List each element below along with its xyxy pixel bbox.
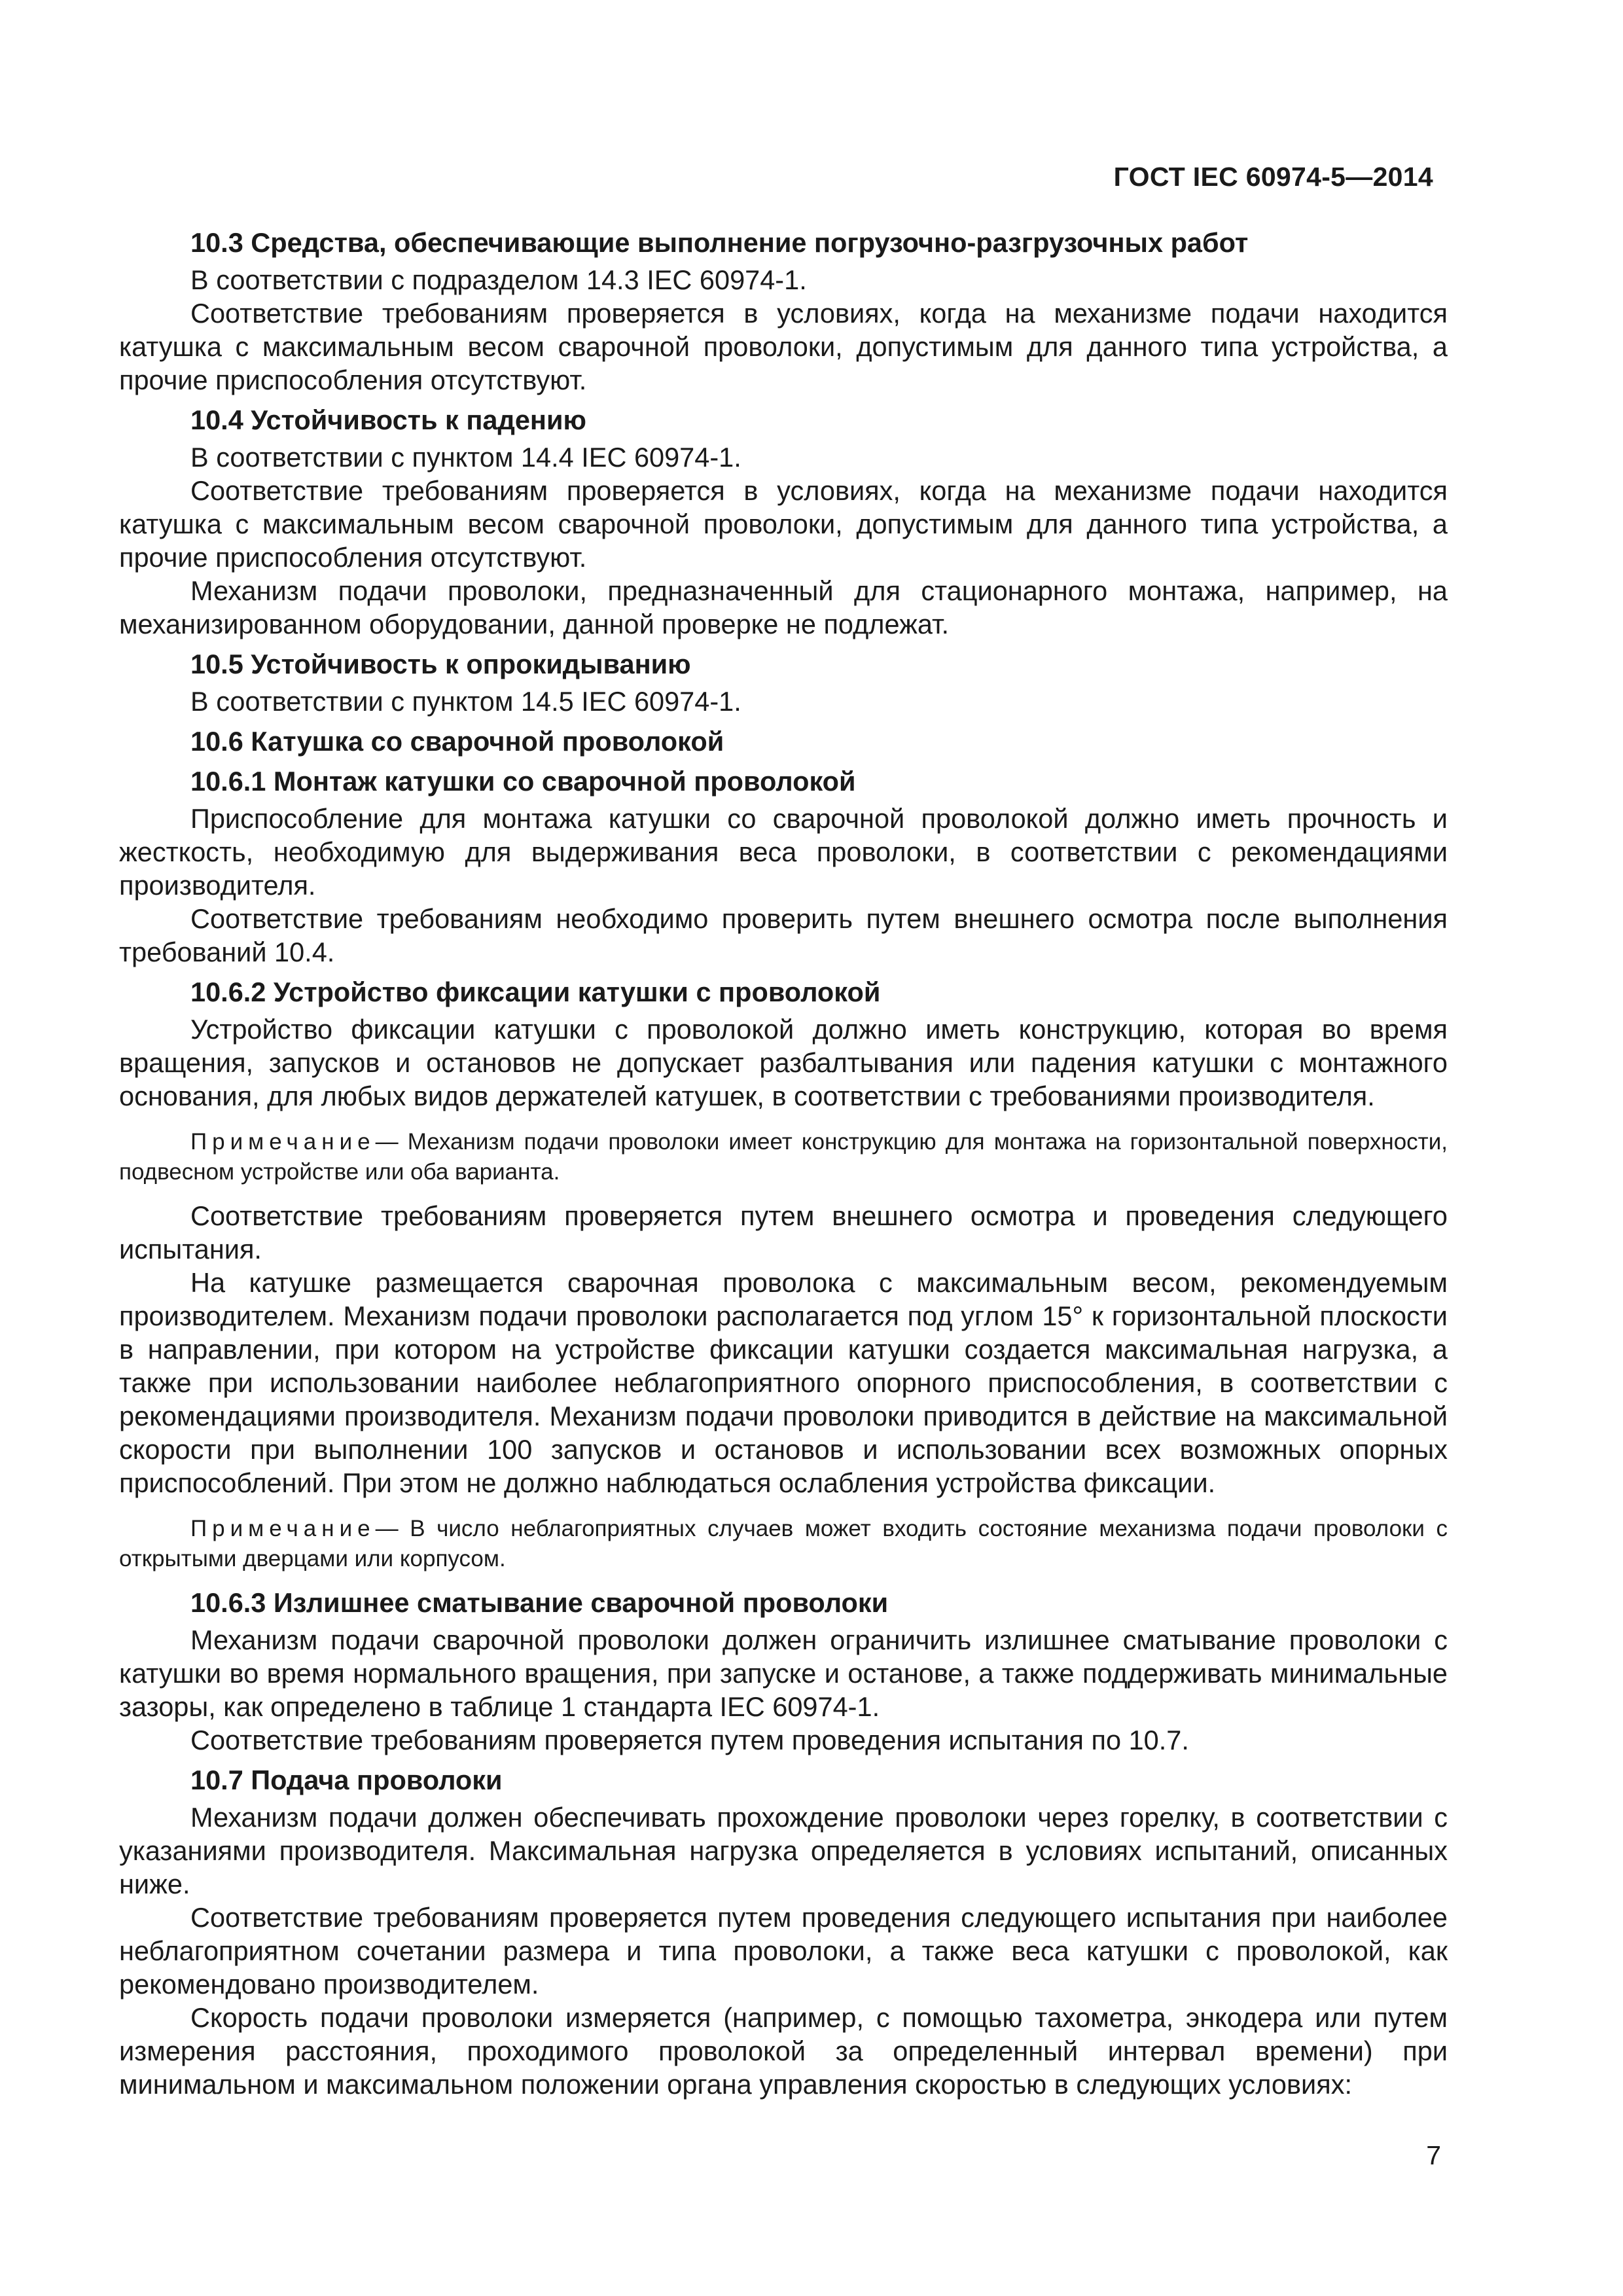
section-heading: 10.6.1 Монтаж катушки со сварочной проволокой [190, 766, 856, 797]
paragraph: Соответствие требованиям проверяется путем проведения испытания по 10.7. [190, 1725, 1189, 1755]
paragraph: Механизм подачи сварочной проволоки должен ограничить излишнее сматывание проволоки с катушки во время нормального вращения, при запуске и останове, а также поддерживать минимальные зазоры, как определено в таблице 1 стандарта IEC 60974-1. [119, 1624, 1448, 1722]
paragraph: Устройство фиксации катушки с проволокой должно иметь конструкцию, которая во время вращения, запусков и остановов не допускает разбалтывания или падения катушки с монтажного основания, для любых видов держателей катушек, в соответствии с требованиями производителя. [119, 1014, 1448, 1111]
section-heading: 10.6.3 Излишнее сматывание сварочной проволоки [190, 1587, 889, 1618]
note-text: — В число неблагоприятных случаев может входить состояние механизма подачи проволоки с открытыми дверцами или корпусом. [119, 1516, 1448, 1571]
note-label: Примечание [190, 1129, 376, 1155]
note [119, 1514, 1448, 1574]
note [119, 1127, 1448, 1187]
section-heading: 10.6 Катушка со сварочной проволокой [190, 726, 724, 757]
document-header: ГОСТ IEC 60974-5—2014 [1113, 162, 1433, 192]
section-heading: 10.7 Подача проволоки [190, 1765, 503, 1795]
note-text: — Механизм подачи проволоки имеет конструкцию для монтажа на горизонтальной поверхности, подвесном устройстве или оба варианта. [119, 1129, 1448, 1185]
paragraph: Соответствие требованиям проверяется путем внешнего осмотра и проведения следующего испытания. [119, 1200, 1448, 1265]
paragraph: В соответствии с пунктом 14.5 IEC 60974-1. [190, 686, 741, 717]
paragraph: Соответствие требованиям проверяется в условиях, когда на механизме подачи находится катушка с максимальным весом сварочной проволоки, допустимым для данного типа устройства, а прочие приспособления отсутствуют. [119, 298, 1448, 395]
section-heading: 10.6.2 Устройство фиксации катушки с проволокой [190, 977, 881, 1007]
section-heading: 10.4 Устойчивость к падению [190, 404, 586, 435]
document-body [119, 226, 1448, 2101]
note-label: Примечание [190, 1516, 376, 1541]
section-heading: 10.5 Устойчивость к опрокидыванию [190, 649, 691, 679]
paragraph: В соответствии с пунктом 14.4 IEC 60974-1. [190, 442, 741, 473]
paragraph: Приспособление для монтажа катушки со сварочной проволокой должно иметь прочность и жесткость, необходимую для выдерживания веса проволоки, в соответствии с рекомендациями производителя. [119, 803, 1448, 901]
paragraph: На катушке размещается сварочная проволока с максимальным весом, рекомендуемым производителем. Механизм подачи проволоки располагается под углом 15° к горизонтальной плоскости в направлении, при котором на устройстве фиксации катушки создается максимальная нагрузка, а также при использовании наиболее неблагоприятного опорного приспособления, в соответствии с рекомендациями производителя. Механизм подачи проволоки приводится в действие на максимальной скорости при выполнении 100 запусков и остановов и использовании всех возможных опорных приспособлений. При этом не должно наблюдаться ослабления устройства фиксации. [119, 1267, 1448, 1498]
paragraph: Соответствие требованиям проверяется в условиях, когда на механизме подачи находится катушка с максимальным весом сварочной проволоки, допустимым для данного типа устройства, а прочие приспособления отсутствуют. [119, 475, 1448, 573]
page-number: 7 [1426, 2140, 1441, 2170]
paragraph: Соответствие требованиям проверяется путем проведения следующего испытания при наиболее неблагоприятном сочетании размера и типа проволоки, а также веса катушки с проволокой, как рекомендовано производителем. [119, 1902, 1448, 2000]
section-heading: 10.3 Средства, обеспечивающие выполнение погрузочно-разгрузочных работ [190, 227, 1249, 258]
paragraph: В соответствии с подразделом 14.3 IEC 60974-1. [190, 264, 807, 295]
paragraph: Механизм подачи проволоки, предназначенный для стационарного монтажа, например, на механизированном оборудовании, данной проверке не подлежат. [119, 575, 1448, 639]
paragraph: Соответствие требованиям необходимо проверить путем внешнего осмотра после выполнения требований 10.4. [119, 903, 1448, 967]
paragraph: Скорость подачи проволоки измеряется (например, с помощью тахометра, энкодера или путем измерения расстояния, проходимого проволокой за определенный интервал времени) при минимальном и максимальном положении органа управления скоростью в следующих условиях: [119, 2002, 1448, 2100]
paragraph: Механизм подачи должен обеспечивать прохождение проволоки через горелку, в соответствии с указаниями производителя. Максимальная нагрузка определяется в условиях испытаний, описанных ниже. [119, 1802, 1448, 1899]
